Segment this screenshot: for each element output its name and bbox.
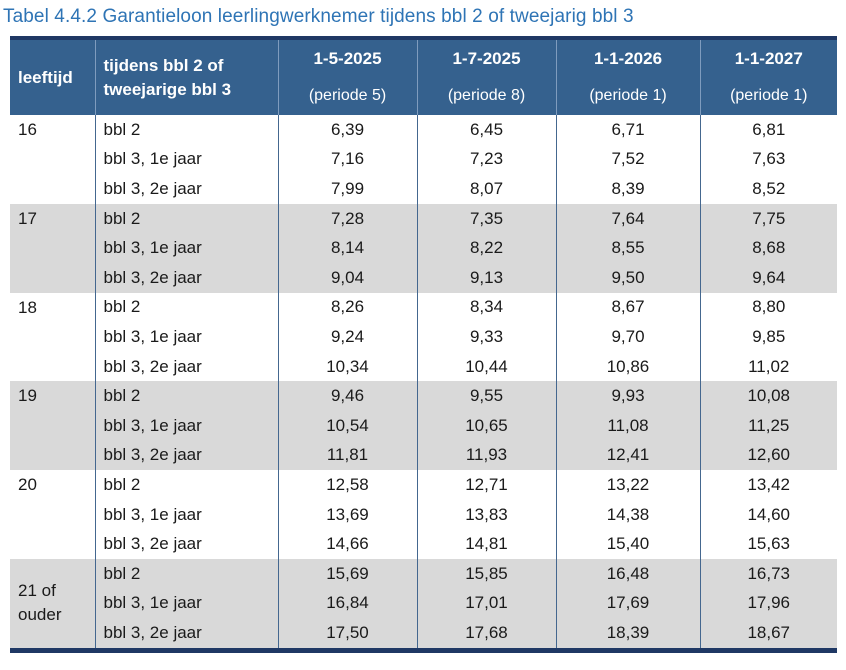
value-cell: 8,68 bbox=[700, 233, 837, 263]
table-row bbox=[10, 559, 837, 589]
value-cell: 8,14 bbox=[278, 233, 417, 263]
period-date: 1-7-2025 bbox=[452, 49, 521, 68]
row-label-cell: bbl 3, 2e jaar bbox=[95, 174, 278, 204]
value-cell: 7,16 bbox=[278, 145, 417, 175]
value-cell: 15,40 bbox=[556, 529, 700, 559]
table-row bbox=[10, 322, 837, 352]
header-cell-program bbox=[95, 38, 278, 115]
table-row bbox=[10, 470, 837, 500]
value-cell: 9,04 bbox=[278, 263, 417, 293]
value-cell: 8,34 bbox=[417, 293, 556, 323]
value-cell: 16,48 bbox=[556, 559, 700, 589]
value-cell: 7,63 bbox=[700, 145, 837, 175]
value-cell: 7,64 bbox=[556, 204, 700, 234]
row-label-cell: bbl 3, 1e jaar bbox=[95, 145, 278, 175]
header-cell-period-1 bbox=[278, 38, 417, 115]
value-cell: 8,22 bbox=[417, 233, 556, 263]
period-label: (periode 1) bbox=[730, 87, 808, 104]
row-label-cell: bbl 3, 1e jaar bbox=[95, 322, 278, 352]
value-cell: 7,28 bbox=[278, 204, 417, 234]
value-cell: 8,80 bbox=[700, 293, 837, 323]
table-body bbox=[10, 115, 837, 650]
value-cell: 10,34 bbox=[278, 352, 417, 382]
header-cell-period-3 bbox=[556, 38, 700, 115]
value-cell: 9,93 bbox=[556, 381, 700, 411]
period-date: 1-5-2025 bbox=[313, 49, 382, 68]
value-cell: 11,93 bbox=[417, 441, 556, 471]
table-row bbox=[10, 618, 837, 650]
row-label-cell: bbl 2 bbox=[95, 204, 278, 234]
value-cell: 10,86 bbox=[556, 352, 700, 382]
value-cell: 8,39 bbox=[556, 174, 700, 204]
row-label-cell: bbl 3, 2e jaar bbox=[95, 618, 278, 650]
value-cell: 10,08 bbox=[700, 381, 837, 411]
value-cell: 17,68 bbox=[417, 618, 556, 650]
table-row bbox=[10, 293, 837, 323]
table-row bbox=[10, 233, 837, 263]
value-cell: 12,58 bbox=[278, 470, 417, 500]
value-cell: 8,55 bbox=[556, 233, 700, 263]
value-cell: 13,22 bbox=[556, 470, 700, 500]
age-cell-16: 16 bbox=[10, 115, 95, 204]
value-cell: 12,71 bbox=[417, 470, 556, 500]
value-cell: 8,07 bbox=[417, 174, 556, 204]
age-cell-19: 19 bbox=[10, 381, 95, 470]
value-cell: 17,01 bbox=[417, 589, 556, 619]
table-row bbox=[10, 174, 837, 204]
age-cell-17: 17 bbox=[10, 204, 95, 293]
garantieloon-table bbox=[10, 36, 837, 653]
value-cell: 10,54 bbox=[278, 411, 417, 441]
value-cell: 13,69 bbox=[278, 500, 417, 530]
value-cell: 6,39 bbox=[278, 115, 417, 145]
value-cell: 9,13 bbox=[417, 263, 556, 293]
value-cell: 6,71 bbox=[556, 115, 700, 145]
header-program-line1: tijdens bbl 2 of bbox=[103, 55, 224, 75]
value-cell: 9,46 bbox=[278, 381, 417, 411]
row-label-cell: bbl 2 bbox=[95, 381, 278, 411]
value-cell: 13,42 bbox=[700, 470, 837, 500]
row-label-cell: bbl 2 bbox=[95, 559, 278, 589]
value-cell: 9,85 bbox=[700, 322, 837, 352]
row-label-cell: bbl 3, 2e jaar bbox=[95, 529, 278, 559]
row-label-cell: bbl 2 bbox=[95, 115, 278, 145]
value-cell: 10,44 bbox=[417, 352, 556, 382]
value-cell: 7,35 bbox=[417, 204, 556, 234]
value-cell: 9,70 bbox=[556, 322, 700, 352]
table-row bbox=[10, 145, 837, 175]
value-cell: 17,96 bbox=[700, 589, 837, 619]
value-cell: 6,45 bbox=[417, 115, 556, 145]
period-label: (periode 5) bbox=[308, 87, 387, 104]
value-cell: 9,33 bbox=[417, 322, 556, 352]
table-row bbox=[10, 411, 837, 441]
header-row bbox=[10, 38, 837, 115]
table-row bbox=[10, 381, 837, 411]
value-cell: 15,69 bbox=[278, 559, 417, 589]
row-label-cell: bbl 2 bbox=[95, 470, 278, 500]
value-cell: 11,25 bbox=[700, 411, 837, 441]
row-label-cell: bbl 3, 1e jaar bbox=[95, 589, 278, 619]
row-label-cell: bbl 3, 1e jaar bbox=[95, 233, 278, 263]
value-cell: 7,52 bbox=[556, 145, 700, 175]
value-cell: 18,39 bbox=[556, 618, 700, 650]
table-header bbox=[10, 38, 837, 115]
row-label-cell: bbl 3, 2e jaar bbox=[95, 352, 278, 382]
value-cell: 15,63 bbox=[700, 529, 837, 559]
header-cell-period-4 bbox=[700, 38, 837, 115]
header-program-line2: tweejarige bbl 3 bbox=[103, 79, 232, 99]
value-cell: 9,50 bbox=[556, 263, 700, 293]
period-label: (periode 8) bbox=[447, 87, 526, 104]
age-cell-18: 18 bbox=[10, 293, 95, 382]
value-cell: 16,73 bbox=[700, 559, 837, 589]
value-cell: 12,60 bbox=[700, 441, 837, 471]
value-cell: 13,83 bbox=[417, 500, 556, 530]
period-label: (periode 1) bbox=[589, 87, 667, 104]
value-cell: 8,52 bbox=[700, 174, 837, 204]
value-cell: 17,69 bbox=[556, 589, 700, 619]
value-cell: 15,85 bbox=[417, 559, 556, 589]
table-row bbox=[10, 500, 837, 530]
table-row bbox=[10, 115, 837, 145]
table-row bbox=[10, 352, 837, 382]
row-label-cell: bbl 3, 1e jaar bbox=[95, 411, 278, 441]
header-cell-leeftijd: leeftijd bbox=[10, 38, 95, 115]
row-label-cell: bbl 3, 1e jaar bbox=[95, 500, 278, 530]
value-cell: 7,75 bbox=[700, 204, 837, 234]
table-row bbox=[10, 441, 837, 471]
value-cell: 14,60 bbox=[700, 500, 837, 530]
value-cell: 6,81 bbox=[700, 115, 837, 145]
value-cell: 14,66 bbox=[278, 529, 417, 559]
table-row bbox=[10, 529, 837, 559]
value-cell: 10,65 bbox=[417, 411, 556, 441]
value-cell: 11,81 bbox=[278, 441, 417, 471]
value-cell: 17,50 bbox=[278, 618, 417, 650]
row-label-cell: bbl 3, 2e jaar bbox=[95, 263, 278, 293]
row-label-cell: bbl 2 bbox=[95, 293, 278, 323]
value-cell: 18,67 bbox=[700, 618, 837, 650]
table-row bbox=[10, 263, 837, 293]
value-cell: 7,23 bbox=[417, 145, 556, 175]
value-cell: 8,26 bbox=[278, 293, 417, 323]
period-date: 1-1-2026 bbox=[593, 49, 663, 68]
value-cell: 11,08 bbox=[556, 411, 700, 441]
table-row bbox=[10, 204, 837, 234]
value-cell: 14,38 bbox=[556, 500, 700, 530]
age-cell-20: 20 bbox=[10, 470, 95, 559]
period-date: 1-1-2027 bbox=[734, 49, 803, 68]
value-cell: 11,02 bbox=[700, 352, 837, 382]
header-cell-period-2 bbox=[417, 38, 556, 115]
value-cell: 12,41 bbox=[556, 441, 700, 471]
value-cell: 7,99 bbox=[278, 174, 417, 204]
value-cell: 9,55 bbox=[417, 381, 556, 411]
value-cell: 9,24 bbox=[278, 322, 417, 352]
row-label-cell: bbl 3, 2e jaar bbox=[95, 441, 278, 471]
value-cell: 14,81 bbox=[417, 529, 556, 559]
value-cell: 9,64 bbox=[700, 263, 837, 293]
table-row bbox=[10, 589, 837, 619]
age-cell-21-of-ouder: 21 of ouder bbox=[10, 559, 95, 650]
value-cell: 8,67 bbox=[556, 293, 700, 323]
value-cell: 16,84 bbox=[278, 589, 417, 619]
page-title: Tabel 4.4.2 Garantieloon leerlingwerknemer tijdens bbl 2 of tweejarig bbl 3 bbox=[3, 6, 634, 27]
